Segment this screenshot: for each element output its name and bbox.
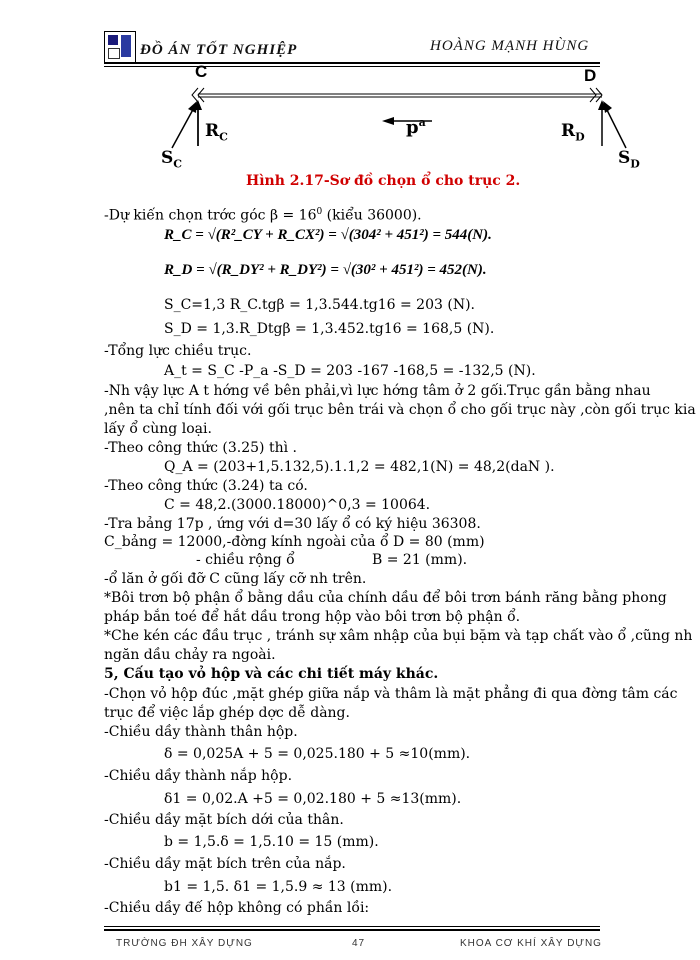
line-delta: δ = 0,025A + 5 = 0,025.180 + 5 ≈10(mm). bbox=[164, 746, 471, 762]
line-c3: -Chiều dầy thành thân hộp. bbox=[104, 724, 298, 740]
line-width: - chiều rộng ổ bbox=[196, 552, 295, 568]
label-d: D bbox=[584, 66, 597, 85]
line-f325: -Theo công thức (3.25) thì . bbox=[104, 440, 297, 456]
line-c6: -Chiều dầy mặt bích trên của nắp. bbox=[104, 856, 346, 872]
line-c: C = 48,2.(3000.18000)^0,3 = 10064. bbox=[164, 497, 431, 513]
line-f324: -Theo công thức (3.24) ta có. bbox=[104, 478, 308, 494]
bearing-c-symbol bbox=[192, 88, 204, 102]
line-cbang: C_bảng = 12000,-đờng kính ngoài của ổ D = 80 (mm) bbox=[104, 534, 485, 550]
line-c7: -Chiều dầy đế hộp không có phần lồi: bbox=[104, 900, 370, 916]
line-width-val: B = 21 (mm). bbox=[372, 552, 468, 568]
line-sc: S_C=1,3 R_C.tgβ = 1,3.544.tg16 = 203 (N). bbox=[164, 297, 475, 313]
line-b: b = 1,5.δ = 1,5.10 = 15 (mm). bbox=[164, 834, 379, 850]
label-sc: $S_C$ bbox=[161, 148, 183, 171]
label-pa: $p^a$ bbox=[406, 116, 426, 138]
line-sd: S_D = 1,3.R_Dtgβ = 1,3.452.tg16 = 168,5 (N). bbox=[164, 321, 495, 337]
label-c: C bbox=[195, 62, 208, 81]
section-heading: 5, Cấu tạo vỏ hộp và các chi tiết máy khác. bbox=[104, 666, 439, 682]
logo bbox=[104, 31, 136, 63]
bullet-1b: pháp bắn toé để hắt dầu trong hộp vào bôi trơn bộ phận ổ. bbox=[104, 609, 521, 625]
line-tra: -Tra bảng 17p , ứng với d=30 lấy ổ có ký hiệu 36308. bbox=[104, 516, 481, 532]
label-sd: $S_D$ bbox=[618, 148, 640, 171]
footer-page: 47 bbox=[352, 938, 366, 949]
footer-rule bbox=[104, 926, 600, 931]
label-rd: $R_D$ bbox=[561, 121, 585, 144]
header-author: HOÀNG MẠNH HÙNG bbox=[430, 38, 590, 54]
line-angle: -Dự kiến chọn trớc góc $\beta = 16^0$ (kiểu 36000). bbox=[104, 207, 422, 224]
line-delta1: δ1 = 0,02.A +5 = 0,02.180 + 5 ≈13(mm). bbox=[164, 791, 462, 807]
footer-faculty: KHOA CƠ KHÍ XÂY DỰNG bbox=[460, 938, 602, 949]
para-1: -Nh vậy lực A t hớng về bên phải,vì lực hớng tâm ở 2 gối.Trục gần bằng nhau bbox=[104, 383, 651, 399]
para-3: lấy ổ cùng loại. bbox=[104, 421, 212, 437]
line-olan: -ổ lăn ở gối đỡ C cũng lấy cỡ nh trên. bbox=[104, 571, 367, 587]
line-b1: b1 = 1,5. δ1 = 1,5.9 ≈ 13 (mm). bbox=[164, 879, 393, 895]
bullet-2b: ngăn dầu chảy ra ngoài. bbox=[104, 647, 276, 663]
bullet-2: *Che kén các đầu trục , tránh sự xâm nhập của bụi bặm và tạp chất vào ổ ,cũng nh bbox=[104, 628, 693, 644]
bearing-force-diagram bbox=[150, 64, 650, 176]
footer-school: TRƯỜNG ĐH XÂY DỰNG bbox=[116, 938, 253, 949]
figure-caption: Hình 2.17-Sơ đồ chọn ổ cho trục 2. bbox=[246, 173, 521, 189]
line-c4: -Chiều dầy thành nắp hộp. bbox=[104, 768, 293, 784]
formula-rd: R_D = √(R_DY² + R_DY²) = √(30² + 451²) = 452(N). bbox=[164, 262, 487, 278]
line-c5: -Chiều dầy mặt bích dới của thân. bbox=[104, 812, 344, 828]
para-2: ,nên ta chỉ tính đối với gối trục bên trái và chọn ổ cho gối trục này ,còn gối trục kia bbox=[104, 402, 696, 418]
label-rc: $R_C$ bbox=[205, 121, 228, 144]
line-axial-title: -Tổng lực chiều trục. bbox=[104, 343, 252, 359]
header-title: ĐỒ ÁN TỐT NGHIỆP bbox=[140, 42, 298, 58]
line-at: A_t = S_C -P_a -S_D = 203 -167 -168,5 = -132,5 (N). bbox=[164, 363, 536, 379]
line-c2: trục để việc lắp ghép dợc dễ dàng. bbox=[104, 705, 350, 721]
line-qa: Q_A = (203+1,5.132,5).1.1,2 = 482,1(N) = 48,2(daN ). bbox=[164, 459, 555, 475]
line-c1: -Chọn vỏ hộp đúc ,mặt ghép giữa nắp và thâm là mặt phẳng đi qua đờng tâm các bbox=[104, 686, 678, 702]
formula-rc: R_C = √(R²_CY + R_CX²) = √(304² + 451²) = 544(N). bbox=[164, 227, 492, 243]
bearing-d-symbol bbox=[590, 88, 602, 102]
bullet-1: *Bôi trơn bộ phận ổ bằng dầu của chính dầu để bôi trơn bánh răng bằng phong bbox=[104, 590, 667, 606]
